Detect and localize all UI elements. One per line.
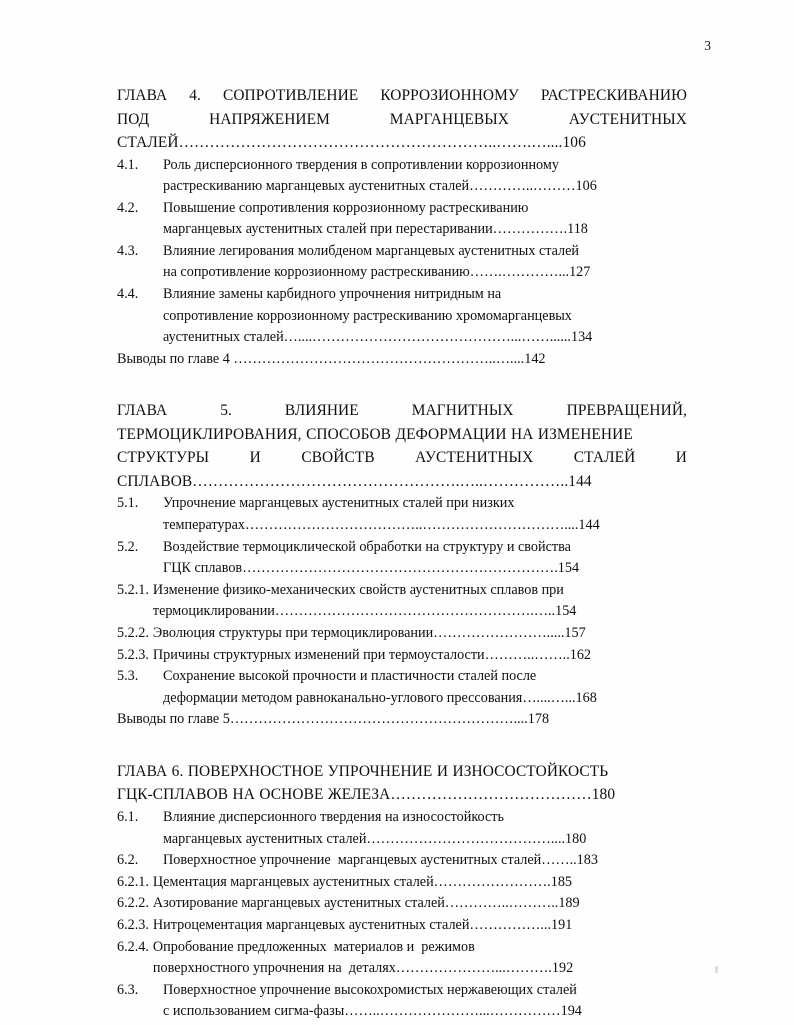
chapter-5-conclusion[interactable]: Выводы по главе 5……………………………………………………....178	[117, 711, 550, 728]
entry-text	[153, 893, 687, 915]
entry-number: 5.2.2.	[117, 625, 149, 641]
entry-line: Воздействие термоциклической обработки на структуру и свойства	[163, 538, 571, 555]
entry-number: 6.2.2.	[117, 895, 149, 912]
toc-entry[interactable]	[117, 284, 687, 349]
entry-line: на сопротивление коррозионному растрескиванию…….…………...127	[163, 264, 591, 281]
entry-line: Сохранение высокой прочности и пластичности сталей после	[163, 668, 537, 685]
entry-text	[163, 980, 687, 1023]
entry-text	[153, 623, 687, 645]
chapter-4-conclusion[interactable]: Выводы по главе 4 ………………………………………………..…....142	[117, 350, 546, 367]
entry-line: Эволюция структуры при термоциклировании…………………….....157	[152, 625, 586, 641]
entry-text	[153, 645, 687, 667]
entry-number: 6.2.3.	[117, 916, 149, 933]
toc-entry[interactable]	[117, 666, 687, 709]
entry-number: 6.2.	[117, 852, 139, 869]
entry-line: Упрочнение марганцевых аустенитных сталей при низких	[163, 495, 515, 512]
table-of-contents	[117, 84, 687, 1023]
entry-number: 4.3.	[117, 242, 139, 259]
entry-line: Влияние легирования молибденом марганцевых аустенитных сталей	[163, 242, 580, 259]
chapter-5-heading-line-1: ГЛАВА 5. ВЛИЯНИЕ МАГНИТНЫХ ПРЕВРАЩЕНИЙ,	[117, 402, 687, 420]
toc-entry[interactable]	[117, 893, 687, 915]
entry-line: Изменение физико-механических свойств аустенитных сплавов при	[152, 581, 564, 598]
entry-number: 5.1.	[117, 495, 139, 512]
toc-entry[interactable]	[117, 980, 687, 1023]
toc-entry[interactable]	[117, 623, 687, 645]
section-spacer	[117, 731, 687, 760]
entry-line: поверхностного упрочнения на деталях…………………...……….192	[152, 960, 574, 977]
chapter-6-heading-line-2: ГЦК-СПЛАВОВ НА ОСНОВЕ ЖЕЛЕЗА…………………………………180	[117, 786, 616, 804]
entry-text	[153, 872, 687, 894]
chapter-4-section	[117, 84, 687, 370]
chapter-4-heading-line-1: ГЛАВА 4. СОПРОТИВЛЕНИЕ КОРРОЗИОННОМУ РАСТРЕСКИВАНИЮ	[117, 87, 687, 104]
chapter-5-heading-line-2: ТЕРМОЦИКЛИРОВАНИЯ, СПОСОБОВ ДЕФОРМАЦИИ НА ИЗМЕНЕНИЕ	[117, 425, 633, 443]
section-spacer	[117, 370, 687, 399]
chapter-6-heading-line-1: ГЛАВА 6. ПОВЕРХНОСТНОЕ УПРОЧНЕНИЕ И ИЗНОСОСТОЙКОСТЬ	[117, 762, 609, 780]
entry-number: 4.4.	[117, 286, 139, 303]
entry-line: ГЦК сплавов………………………………………………………….154	[163, 560, 580, 577]
entry-line: с использованием сигма-фазы……..…………………...……………194	[163, 1003, 582, 1020]
toc-entry[interactable]	[117, 850, 687, 872]
entry-line: Азотирование марганцевых аустенитных сталей…………..………..189	[152, 895, 580, 912]
entry-line: сопротивление коррозионному растрескиванию хромомарганцевых	[163, 307, 572, 324]
entry-text	[163, 198, 687, 241]
entry-text	[153, 580, 687, 623]
entry-number: 6.2.1.	[117, 873, 149, 890]
page-number: 3	[704, 38, 711, 53]
entry-number: 5.2.3.	[117, 646, 149, 663]
entry-line: аустенитных сталей…....……………………………………...……......134	[163, 329, 593, 346]
scan-artifact	[715, 966, 718, 973]
entry-text	[163, 284, 687, 349]
entry-line: Повышение сопротивления коррозионному растрескиванию	[163, 199, 529, 216]
toc-entry[interactable]	[117, 241, 687, 284]
entry-number: 4.2.	[117, 199, 139, 216]
entry-text	[163, 850, 687, 872]
toc-entry[interactable]	[117, 198, 687, 241]
chapter-4-heading-line-2: ПОД НАПРЯЖЕНИЕМ МАРГАНЦЕВЫХ АУСТЕНИТНЫХ	[117, 110, 687, 128]
toc-entry[interactable]	[117, 915, 687, 937]
entry-line: марганцевых аустенитных сталей…………………………………....180	[163, 830, 587, 847]
entry-line: растрескиванию марганцевых аустенитных сталей…………..………106	[163, 178, 597, 195]
entry-line: Поверхностное упрочнение марганцевых аустенитных сталей……..183	[163, 852, 598, 869]
chapter-5-heading-line-3: СТРУКТУРЫ И СВОЙСТВ АУСТЕНИТНЫХ СТАЛЕЙ И	[117, 449, 687, 467]
toc-entry[interactable]	[117, 493, 687, 536]
entry-text	[163, 807, 687, 850]
chapter-4-heading-line-3: СТАЛЕЙ……………………………………………………..…….…....106	[117, 134, 586, 151]
entry-line: Цементация марганцевых аустенитных сталей…………………….185	[152, 873, 573, 890]
entry-line: термоциклировании……………………………………………….…..154	[152, 603, 577, 620]
toc-entry[interactable]	[117, 155, 687, 198]
toc-entry[interactable]	[117, 645, 687, 667]
entry-line: температурах………………………………..…………………………....144	[163, 517, 600, 534]
chapter-5-heading-line-4: СПЛАВОВ…………………………………………….…..……………..144	[117, 472, 592, 490]
entry-text	[163, 241, 687, 284]
entry-number: 4.1.	[117, 156, 139, 173]
entry-line: Нитроцементация марганцевых аустенитных сталей……………...191	[152, 916, 573, 933]
toc-entry[interactable]	[117, 537, 687, 580]
entry-line: деформации методом равноканально-углового прессования…....…...168	[163, 689, 597, 706]
chapter-5-section	[117, 399, 687, 731]
entry-line: Поверхностное упрочнение высокохромистых нержавеющих сталей	[163, 981, 577, 998]
entry-text	[153, 915, 687, 937]
entry-text	[163, 155, 687, 198]
toc-entry[interactable]	[117, 872, 687, 894]
entry-text	[153, 937, 687, 980]
entry-number: 5.3.	[117, 668, 139, 685]
entry-line: Влияние замены карбидного упрочнения нитридным на	[163, 286, 502, 303]
toc-entry[interactable]	[117, 580, 687, 623]
entry-line: Роль дисперсионного твердения в сопротивлении коррозионному	[163, 156, 559, 173]
entry-line: Опробование предложенных материалов и режимов	[152, 938, 475, 955]
entry-number: 6.3.	[117, 981, 139, 998]
entry-number: 5.2.1.	[117, 581, 149, 598]
entry-number: 6.1.	[117, 808, 139, 825]
entry-text	[163, 666, 687, 709]
chapter-6-section	[117, 760, 687, 1023]
entry-text	[163, 493, 687, 536]
toc-entry[interactable]	[117, 937, 687, 980]
entry-number: 6.2.4.	[117, 938, 149, 955]
toc-entry[interactable]	[117, 807, 687, 850]
entry-line: Причины структурных изменений при термоусталости………..……..162	[152, 646, 592, 663]
entry-line: марганцевых аустенитных сталей при перестаривании…………….118	[163, 221, 588, 238]
entry-number: 5.2.	[117, 538, 139, 555]
entry-text	[163, 537, 687, 580]
entry-line: Влияние дисперсионного твердения на износостойкость	[163, 808, 504, 825]
